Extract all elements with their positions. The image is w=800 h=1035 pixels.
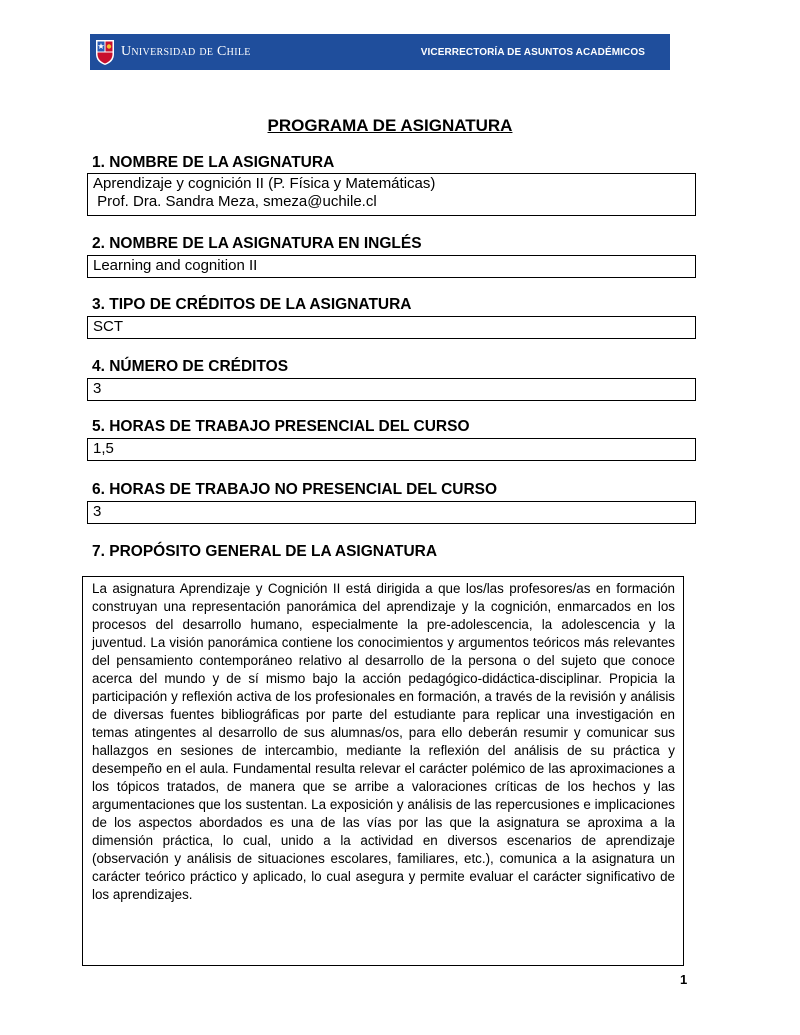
section-6-field [87,501,696,524]
purpose-text: La asignatura Aprendizaje y Cognición II está dirigida a que los/las profesores/as en formación construyan una representación panorámica del aprendizaje y la cognición, enmarcados en los procesos del desarrollo humano, especialmente la pre-adolescencia, la adolescencia y la juventud. La visión panorámica contiene los conocimientos y argumentos teóricos más relevantes del pensamiento contemporáneo relativo al desarrollo de la persona o del sujeto que conoce acerca del mundo y de sí mismo bajo la acción pedagógico-didáctica-disciplinar. Propicia la participación y reflexión activa de los profesionales en formación, a través de la revisión y análisis de diversas fuentes bibliográficas por parte del estudiante para replicar una investigación en temas atingentes al desarrollo de sus alumnas/os, para ello deberán resumir y comunicar sus hallazgos en sesiones de intercambio, mediante la reflexión del análisis de su práctica y desempeño en el aula. Fundamental resulta relevar el carácter polémico de las aproximaciones a los tópicos tratados, de manera que se arribe a valoraciones críticas de los hechos y las argumentaciones que los sustentan. La exposición y análisis de las repercusiones e implicaciones de los aspectos abordados es una de las vías por las que la asignatura se aproxima a la dimensión práctica, lo cual, unido a la actividad en diversos escenarios de aprendizaje (observación y análisis de situaciones escolares, familiares, etc.), comunica a la asignatura un carácter teórico práctico y aplicado, lo cual asegura y permite evaluar el carácter significativo de los aprendizajes. [92,581,675,902]
university-name: Universidad de Chile [121,44,251,59]
course-name-english: Learning and cognition II [93,257,258,274]
page-number: 1 [680,972,688,987]
purpose-box [82,576,684,966]
professor-contact: Prof. Dra. Sandra Meza, smeza@uchile.cl [93,193,377,210]
section-1-field [87,173,696,216]
presential-hours: 1,5 [93,440,114,457]
section-1-heading: 1. NOMBRE DE LA ASIGNATURA [92,154,335,171]
university-crest-icon [95,38,115,66]
non-presential-hours: 3 [93,503,102,520]
section-2-field [87,255,696,278]
document-title: PROGRAMA DE ASIGNATURA [267,116,513,135]
office-name: VICERRECTORÍA DE ASUNTOS ACADÉMICOS [420,46,645,58]
section-3-heading: 3. TIPO DE CRÉDITOS DE LA ASIGNATURA [92,296,412,313]
section-5-field [87,438,696,461]
section-3-field [87,316,696,339]
header-banner [90,34,670,70]
section-4-heading: 4. NÚMERO DE CRÉDITOS [92,358,289,375]
credit-type: SCT [93,318,123,335]
section-4-field [87,378,696,401]
section-2-heading: 2. NOMBRE DE LA ASIGNATURA EN INGLÉS [92,235,422,252]
credit-count: 3 [93,380,102,397]
section-6-heading: 6. HORAS DE TRABAJO NO PRESENCIAL DEL CURSO [92,481,498,498]
course-name: Aprendizaje y cognición II (P. Física y Matemáticas) [93,175,436,192]
section-7-heading: 7. PROPÓSITO GENERAL DE LA ASIGNATURA [92,543,438,560]
section-5-heading: 5. HORAS DE TRABAJO PRESENCIAL DEL CURSO [92,418,470,435]
